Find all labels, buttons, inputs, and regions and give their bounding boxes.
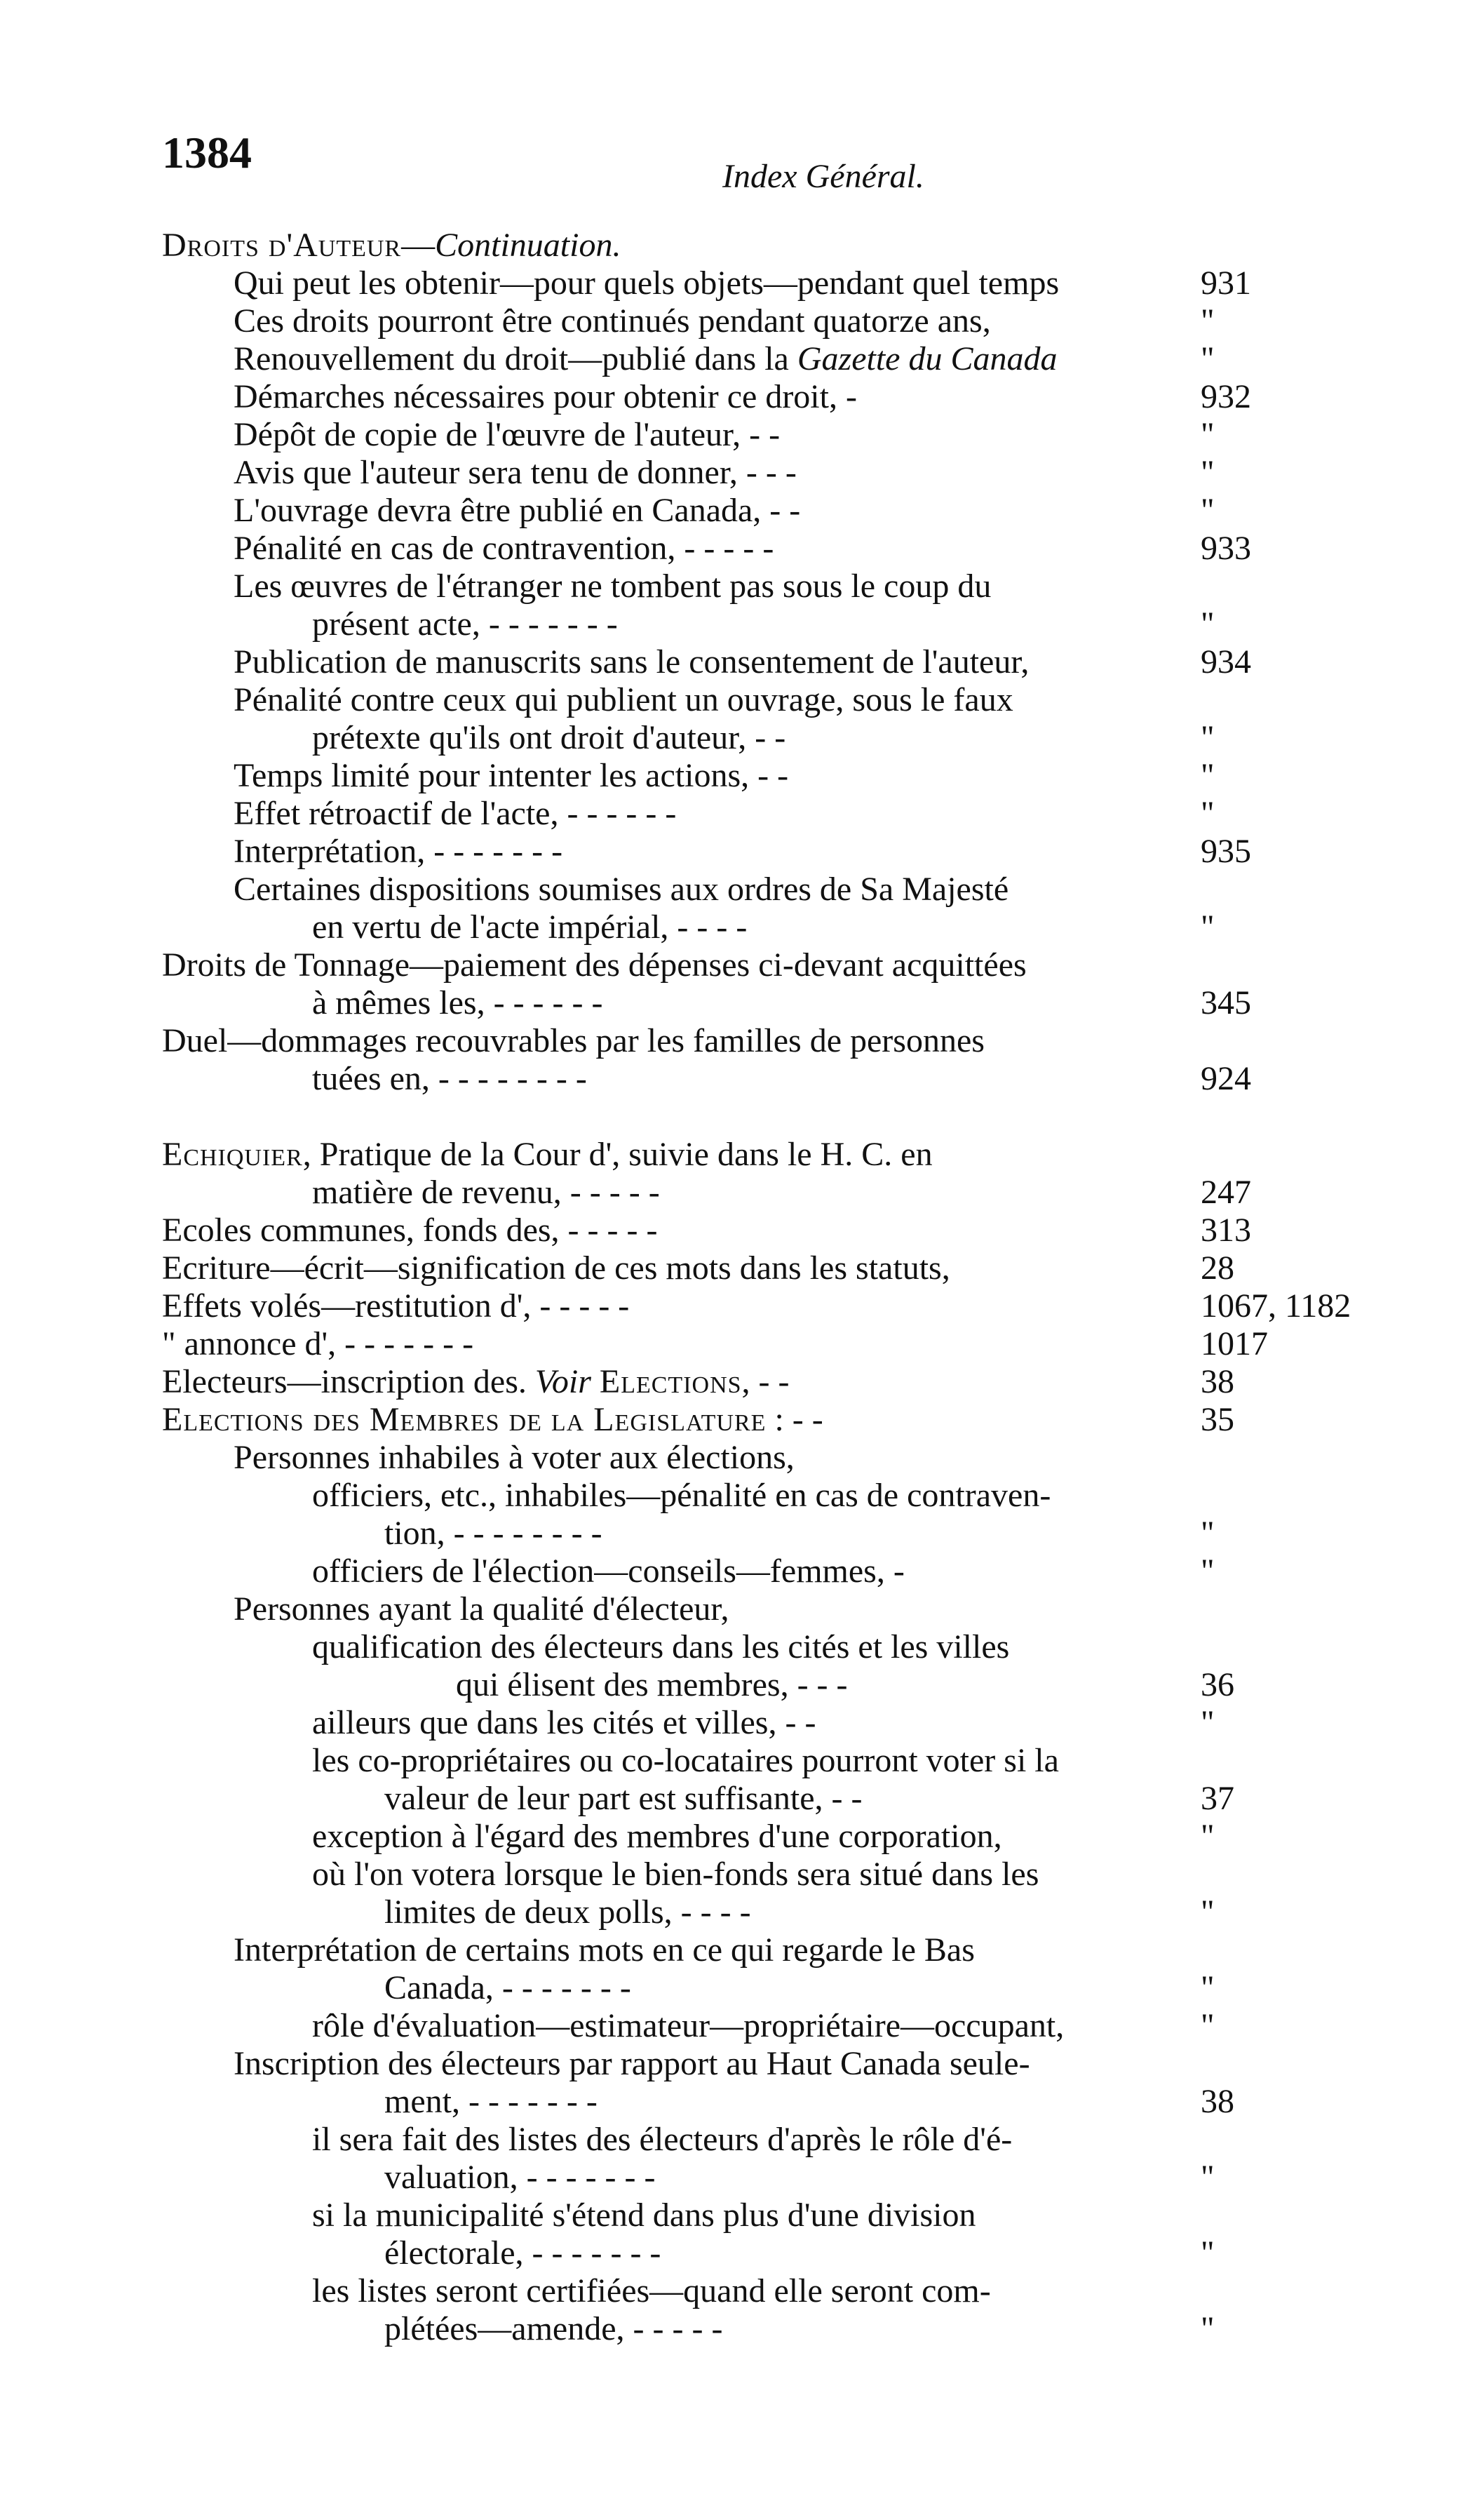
page-reference: 1067, 1182	[1201, 1287, 1351, 1325]
index-line	[0, 2159, 1484, 2197]
entry-text	[234, 454, 797, 492]
entry-text	[312, 908, 747, 946]
entry-text	[234, 1931, 975, 1969]
index-line	[0, 1818, 1484, 1856]
entry-text	[384, 2083, 598, 2121]
page-reference: 28	[1201, 1249, 1234, 1287]
page-reference: 933	[1201, 530, 1251, 567]
entry-heading: Echiquier	[162, 1136, 303, 1173]
page-reference: "	[1201, 1553, 1215, 1590]
page-reference: 36	[1201, 1666, 1234, 1703]
index-line	[0, 681, 1484, 719]
entry-segment: électorale, - - - - - - -	[384, 2234, 661, 2272]
entry-segment: : - -	[766, 1401, 823, 1438]
entry-segment: tuées en, - - - - - - - -	[312, 1060, 587, 1097]
entry-text	[162, 1401, 823, 1439]
entry-segment: tion, - - - - - - - -	[384, 1515, 602, 1552]
page-reference: 934	[1201, 643, 1251, 680]
entry-segment: Effets volés—restitution d', - - - - -	[162, 1287, 630, 1325]
index-line	[0, 871, 1484, 908]
entry-text	[384, 2159, 656, 2197]
page-reference: 932	[1201, 378, 1251, 415]
page-reference: "	[1201, 416, 1215, 453]
page-reference: 35	[1201, 1401, 1234, 1438]
index-line	[0, 1136, 1484, 1174]
entry-segment: Pénalité contre ceux qui publient un ouvrage, sous le faux	[234, 681, 1013, 718]
entry-segment: si la municipalité s'étend dans plus d'une division	[312, 2197, 976, 2234]
index-line	[0, 643, 1484, 681]
index-line	[0, 454, 1484, 492]
index-line	[0, 2310, 1484, 2348]
index-line	[0, 984, 1484, 1022]
index-line	[0, 719, 1484, 757]
index-line	[0, 1022, 1484, 1060]
entry-segment: en vertu de l'acte impérial, - - - -	[312, 908, 748, 946]
entry-text	[234, 568, 991, 605]
index-line	[0, 2045, 1484, 2083]
entry-segment: où l'on votera lorsque le bien-fonds sera situé dans les	[312, 1856, 1039, 1893]
entry-segment: Renouvellement du droit—publié dans la	[234, 340, 797, 377]
entry-text	[234, 530, 774, 568]
index-line	[0, 302, 1484, 340]
entry-segment: qualification des électeurs dans les cités et les villes	[312, 1628, 1010, 1665]
entry-segment: Qui peut les obtenir—pour quels objets—pendant quel temps	[234, 264, 1060, 302]
entry-text	[234, 416, 780, 454]
entry-text	[312, 1174, 660, 1212]
page-reference: "	[1201, 719, 1215, 756]
entry-segment: , - -	[741, 1363, 790, 1400]
entry-segment: Interprétation de certains mots en ce qui regarde le Bas	[234, 1931, 975, 1969]
entry-text	[234, 340, 1057, 378]
entry-text	[312, 605, 618, 643]
entry-segment: officiers de l'élection—conseils—femmes, -	[312, 1553, 905, 1590]
entry-italic: Voir	[534, 1363, 591, 1400]
entry-text	[234, 302, 991, 340]
entry-segment: Avis que l'auteur sera tenu de donner, - - -	[234, 454, 797, 491]
entry-segment: L'ouvrage devra être publié en Canada, - -	[234, 492, 801, 529]
entry-segment	[591, 1363, 600, 1400]
entry-text	[162, 1022, 985, 1060]
page-reference: 931	[1201, 264, 1251, 302]
entry-text	[234, 681, 1013, 719]
page-reference: 345	[1201, 984, 1251, 1021]
index-line	[0, 2272, 1484, 2310]
page-reference: "	[1201, 2007, 1215, 2044]
index-line	[0, 2234, 1484, 2272]
entry-segment: Inscription des électeurs par rapport au Haut Canada seule-	[234, 2045, 1030, 2082]
index-line	[0, 1401, 1484, 1439]
entry-text	[384, 1515, 602, 1553]
index-line	[0, 1325, 1484, 1363]
entry-segment: officiers, etc., inhabiles—pénalité en cas de contraven-	[312, 1477, 1051, 1514]
entry-text	[234, 378, 857, 416]
index-line	[0, 340, 1484, 378]
index-line	[0, 1628, 1484, 1666]
index-line	[0, 795, 1484, 833]
entry-segment: les co-propriétaires ou co-locataires pourront voter si la	[312, 1742, 1059, 1779]
index-line	[0, 1287, 1484, 1325]
page-reference: "	[1201, 454, 1215, 491]
entry-segment: Droits de Tonnage—paiement des dépenses ci-devant acquittées	[162, 946, 1027, 984]
entry-segment: Electeurs—inscription des.	[162, 1363, 535, 1400]
entry-text	[162, 1212, 657, 1249]
running-head: Index Général.	[722, 158, 924, 195]
section-gap	[0, 1098, 1484, 1136]
entry-segment: ailleurs que dans les cités et villes, - -	[312, 1704, 816, 1741]
entry-text	[312, 1477, 1051, 1515]
entry-segment: Ces droits pourront être continués pendant quatorze ans,	[234, 302, 991, 340]
page-reference: "	[1201, 492, 1215, 529]
entry-text	[384, 1893, 751, 1931]
index-line	[0, 1212, 1484, 1249]
page-reference: "	[1201, 757, 1215, 794]
index-line	[0, 605, 1484, 643]
entry-text	[312, 1553, 905, 1590]
entry-heading: Elections des Membres de la Legislature	[162, 1401, 767, 1438]
index-line	[0, 492, 1484, 530]
entry-segment: Ecriture—écrit—signification de ces mots dans les statuts,	[162, 1249, 950, 1287]
page-reference: 924	[1201, 1060, 1251, 1097]
index-line	[0, 1931, 1484, 1969]
entry-segment: limites de deux polls, - - - -	[384, 1893, 751, 1931]
index-line	[0, 1439, 1484, 1477]
index-line	[0, 1363, 1484, 1401]
index-line	[0, 1515, 1484, 1553]
entry-segment: —	[401, 227, 436, 264]
index-line	[0, 1969, 1484, 2007]
index-line	[0, 1174, 1484, 1212]
entry-text	[312, 2007, 1064, 2045]
index-line	[0, 2083, 1484, 2121]
index-line	[0, 1060, 1484, 1098]
entry-text	[162, 1363, 790, 1401]
index-line	[0, 908, 1484, 946]
entry-segment: il sera fait des listes des électeurs d'après le rôle d'é-	[312, 2121, 1013, 2158]
entry-text	[234, 264, 1059, 302]
entry-segment: Démarches nécessaires pour obtenir ce droit, -	[234, 378, 857, 415]
index-line	[0, 1856, 1484, 1893]
index-line	[0, 1553, 1484, 1590]
entry-text	[234, 833, 562, 871]
entry-segment: les listes seront certifiées—quand elle seront com-	[312, 2272, 991, 2309]
entry-text	[312, 984, 603, 1022]
page-reference: "	[1201, 2159, 1215, 2196]
entry-segment: Pénalité en cas de contravention, - - - - -	[234, 530, 774, 567]
entry-text	[384, 2234, 661, 2272]
entry-segment: Personnes ayant la qualité d'électeur,	[234, 1590, 729, 1628]
page-reference: "	[1201, 1818, 1215, 1855]
page-reference: 1017	[1201, 1325, 1268, 1362]
index-line	[0, 946, 1484, 984]
entry-text	[312, 719, 785, 757]
entry-text	[384, 2310, 722, 2348]
entry-segment: Duel—dommages recouvrables par les familles de personnes	[162, 1022, 985, 1059]
entry-text	[234, 757, 788, 795]
entry-segment: valeur de leur part est suffisante, - -	[384, 1780, 863, 1817]
page-reference: 313	[1201, 1212, 1251, 1249]
index-line	[0, 1780, 1484, 1818]
entry-segment: matière de revenu, - - - - -	[312, 1174, 660, 1211]
index-line	[0, 1666, 1484, 1704]
entry-segment: Personnes inhabiles à voter aux élections,	[234, 1439, 795, 1476]
entry-text	[456, 1666, 848, 1704]
entry-segment: plétées—amende, - - - - -	[384, 2310, 723, 2347]
entry-text	[234, 871, 1009, 908]
index-entries	[0, 227, 1484, 2348]
entry-text	[312, 1704, 816, 1742]
entry-text	[234, 1439, 795, 1477]
page-reference: "	[1201, 1969, 1215, 2006]
entry-text	[234, 492, 800, 530]
entry-text	[234, 795, 676, 833]
entry-segment: exception à l'égard des membres d'une corporation,	[312, 1818, 1002, 1855]
entry-text	[312, 1742, 1059, 1780]
entry-text	[162, 1249, 950, 1287]
page-reference: "	[1201, 605, 1215, 643]
index-line	[0, 833, 1484, 871]
index-line	[0, 227, 1484, 264]
entry-italic: Gazette du Canada	[797, 340, 1058, 377]
entry-text	[162, 1325, 473, 1363]
entry-text	[162, 227, 621, 264]
page-reference: "	[1201, 795, 1215, 832]
entry-segment: Certaines dispositions soumises aux ordres de Sa Majesté	[234, 871, 1009, 908]
entry-segment: Interprétation, - - - - - - -	[234, 833, 563, 870]
entry-segment: Dépôt de copie de l'œuvre de l'auteur, - -	[234, 416, 781, 453]
index-line	[0, 530, 1484, 568]
entry-heading: Elections	[599, 1363, 742, 1400]
page-reference: 38	[1201, 1363, 1234, 1400]
entry-segment: Effet rétroactif de l'acte, - - - - - -	[234, 795, 677, 832]
entry-text	[312, 1818, 1002, 1856]
entry-text	[234, 643, 1029, 681]
page-reference: "	[1201, 302, 1215, 340]
entry-text	[312, 2272, 991, 2310]
page-reference: "	[1201, 340, 1215, 377]
entry-segment: ment, - - - - - - -	[384, 2083, 598, 2120]
entry-heading: Droits d'Auteur	[162, 227, 402, 264]
entry-segment: à mêmes les, - - - - - -	[312, 984, 603, 1021]
entry-text	[312, 1628, 1009, 1666]
page-reference: "	[1201, 1515, 1215, 1552]
entry-segment: qui élisent des membres, - - -	[456, 1666, 848, 1703]
entry-text	[384, 1969, 631, 2007]
page-reference: 37	[1201, 1780, 1234, 1817]
index-line	[0, 264, 1484, 302]
page-reference: "	[1201, 908, 1215, 946]
entry-segment: valuation, - - - - - - -	[384, 2159, 656, 2196]
entry-segment: prétexte qu'ils ont droit d'auteur, - -	[312, 719, 786, 756]
page-reference: "	[1201, 2310, 1215, 2347]
entry-segment: , Pratique de la Cour d', suivie dans le H. C. en	[302, 1136, 933, 1173]
index-line	[0, 378, 1484, 416]
entry-text	[312, 2197, 976, 2234]
entry-segment: Temps limité pour intenter les actions, - -	[234, 757, 789, 794]
index-line	[0, 1477, 1484, 1515]
page-reference: "	[1201, 1893, 1215, 1931]
entry-segment: présent acte, - - - - - - -	[312, 605, 618, 643]
page-number: 1384	[162, 128, 252, 177]
entry-text	[312, 2121, 1012, 2159]
entry-segment: Canada, - - - - - - -	[384, 1969, 631, 2006]
entry-segment: Publication de manuscrits sans le consentement de l'auteur,	[234, 643, 1030, 680]
index-line	[0, 2121, 1484, 2159]
entry-italic: Continuation.	[435, 227, 621, 264]
index-line	[0, 1742, 1484, 1780]
page-reference: "	[1201, 2234, 1215, 2272]
index-line	[0, 1590, 1484, 1628]
entry-text	[162, 1136, 933, 1174]
index-line	[0, 1893, 1484, 1931]
entry-text	[312, 1856, 1039, 1893]
entry-segment: " annonce d', - - - - - - -	[162, 1325, 474, 1362]
entry-text	[234, 2045, 1030, 2083]
index-line	[0, 1704, 1484, 1742]
entry-text	[162, 1287, 629, 1325]
entry-text	[234, 1590, 729, 1628]
page-reference: 247	[1201, 1174, 1251, 1211]
entry-segment: rôle d'évaluation—estimateur—propriétaire—occupant,	[312, 2007, 1065, 2044]
index-line	[0, 416, 1484, 454]
index-line	[0, 2007, 1484, 2045]
page-reference: "	[1201, 1704, 1215, 1741]
entry-segment: Les œuvres de l'étranger ne tombent pas sous le coup du	[234, 568, 992, 605]
entry-segment: Ecoles communes, fonds des, - - - - -	[162, 1212, 658, 1249]
page-reference: 935	[1201, 833, 1251, 870]
page-reference: 38	[1201, 2083, 1234, 2120]
entry-text	[312, 1060, 587, 1098]
entry-text	[384, 1780, 863, 1818]
index-line	[0, 568, 1484, 605]
entry-text	[162, 946, 1027, 984]
index-line	[0, 757, 1484, 795]
index-line	[0, 1249, 1484, 1287]
index-line	[0, 2197, 1484, 2234]
